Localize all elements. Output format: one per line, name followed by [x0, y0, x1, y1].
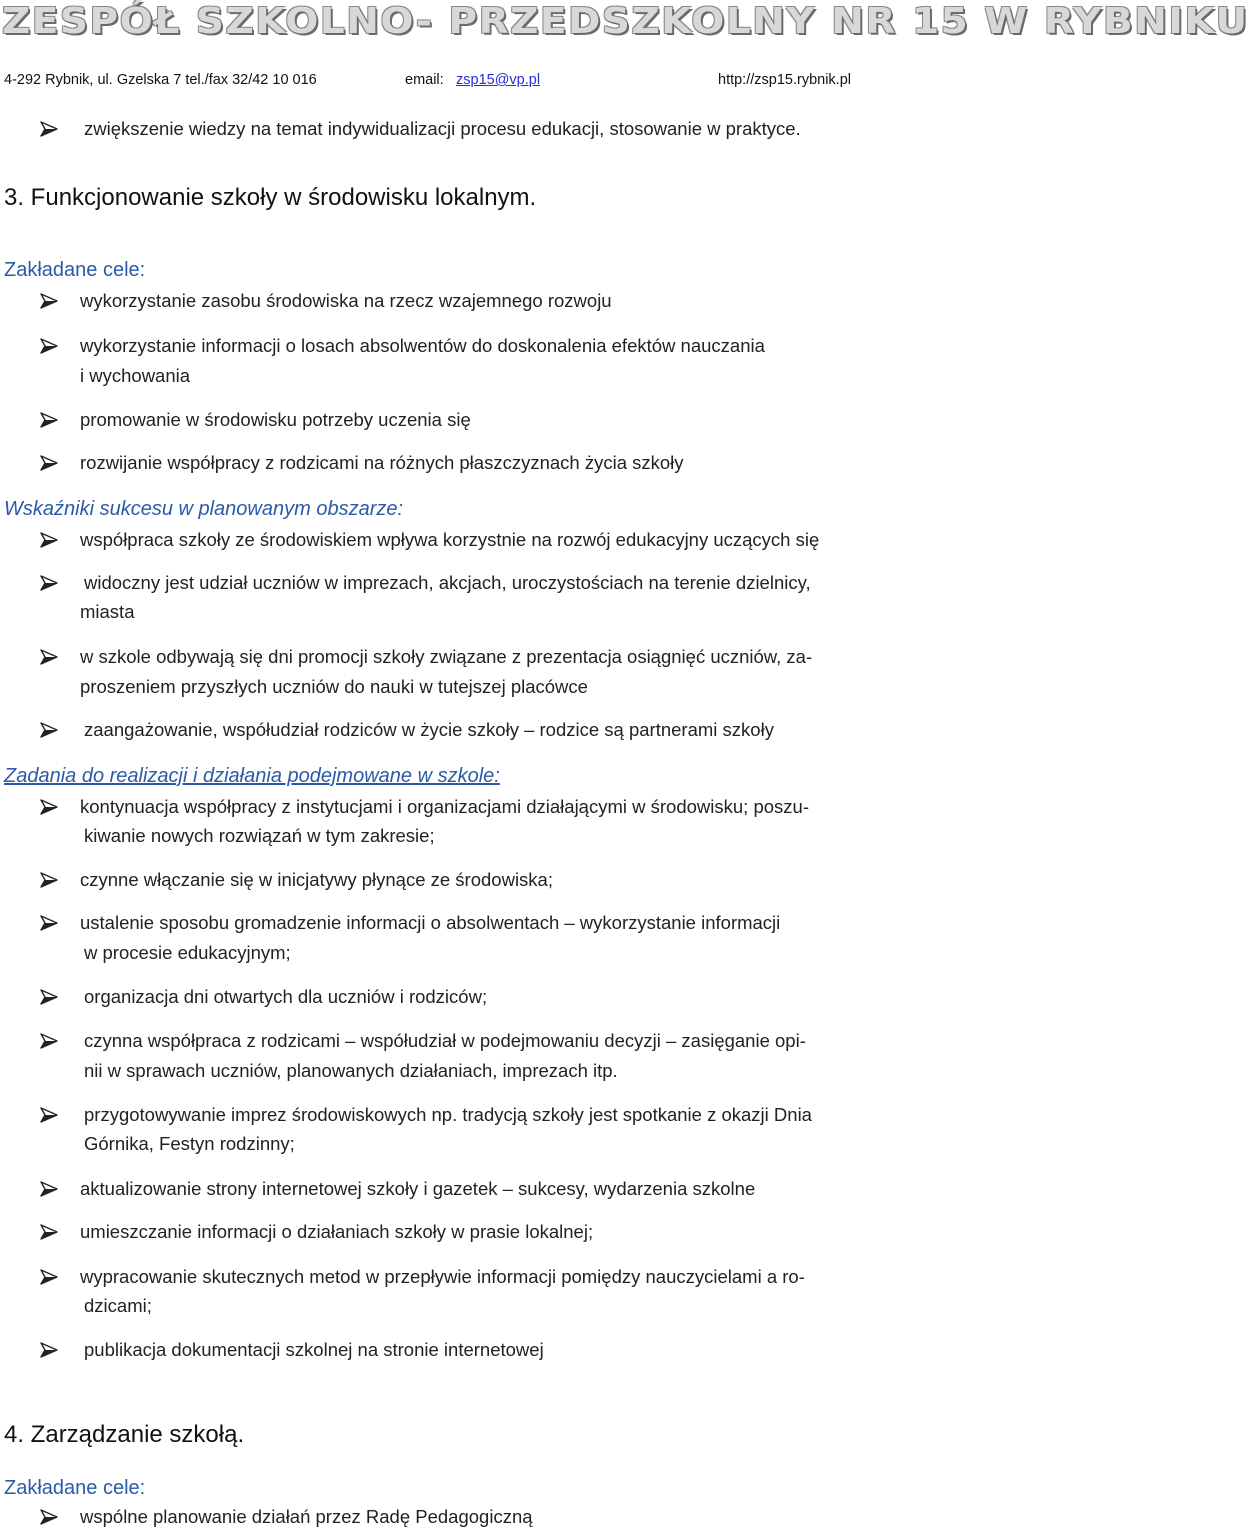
arrow-bullet-icon	[38, 719, 60, 741]
email-link[interactable]: zsp15@vp.pl	[456, 72, 541, 88]
arrow-bullet-icon	[38, 869, 60, 891]
task-item-continuation: nii w sprawach uczniów, planowanych działaniach, imprezach itp.	[84, 1060, 618, 1081]
task-item: umieszczanie informacji o działaniach szkoły w prasie lokalnej;	[80, 1221, 594, 1242]
arrow-bullet-icon	[38, 912, 60, 934]
task-item: aktualizowanie strony internetowej szkoły i gazetek – sukcesy, wydarzenia szkolne	[80, 1178, 756, 1199]
task-item: publikacja dokumentacji szkolnej na stronie internetowej	[84, 1339, 544, 1360]
section-3-goals-heading: Zakładane cele:	[4, 259, 146, 281]
indicator-item-continuation: proszeniem przyszłych uczniów do nauki w tutejszej placówce	[80, 676, 588, 697]
arrow-bullet-icon	[38, 335, 60, 357]
goal-item: promowanie w środowisku potrzeby uczenia się	[80, 409, 471, 430]
task-item: kontynuacja współpracy z instytucjami i organizacjami działającymi w środowisku; poszu-	[80, 796, 809, 817]
arrow-bullet-icon	[38, 1266, 60, 1288]
arrow-bullet-icon	[38, 409, 60, 431]
arrow-bullet-icon	[38, 452, 60, 474]
bullet-text: zwiększenie wiedzy na temat indywidualizacji procesu edukacji, stosowanie w praktyce.	[84, 118, 801, 139]
arrow-bullet-icon	[38, 572, 60, 594]
arrow-bullet-icon	[38, 1221, 60, 1243]
section-3-title: 3. Funkcjonowanie szkoły w środowisku lokalnym.	[4, 184, 537, 211]
task-item: wypracowanie skutecznych metod w przepływie informacji pomiędzy nauczycielami a ro-	[80, 1266, 805, 1287]
arrow-bullet-icon	[38, 290, 60, 312]
task-item-continuation: Górnika, Festyn rodzinny;	[84, 1133, 295, 1154]
section-4-goals-heading: Zakładane cele:	[4, 1477, 146, 1499]
goal-item: wspólne planowanie działań przez Radę Pedagogiczną	[80, 1506, 533, 1527]
task-item: przygotowywanie imprez środowiskowych np. tradycją szkoły jest spotkanie z okazji Dnia	[84, 1104, 812, 1125]
arrow-bullet-icon	[38, 1104, 60, 1126]
address-text: 4-292 Rybnik, ul. Gzelska 7 tel./fax 32/42 10 016	[4, 72, 317, 88]
arrow-bullet-icon	[38, 986, 60, 1008]
section-3-indicators-heading: Wskaźniki sukcesu w planowanym obszarze:	[4, 498, 404, 520]
arrow-bullet-icon	[38, 118, 60, 140]
goal-item: wykorzystanie informacji o losach absolwentów do doskonalenia efektów nauczania	[80, 335, 765, 356]
arrow-bullet-icon	[38, 646, 60, 668]
website-text: http://zsp15.rybnik.pl	[718, 72, 851, 88]
arrow-bullet-icon	[38, 1030, 60, 1052]
email-label: email:	[405, 72, 444, 88]
indicator-item: w szkole odbywają się dni promocji szkoły związane z prezentacja osiągnięć uczniów, za-	[80, 646, 813, 667]
contact-line	[0, 72, 960, 94]
task-item-continuation: kiwanie nowych rozwiązań w tym zakresie;	[84, 825, 435, 846]
indicator-item: zaangażowanie, współudział rodziców w życie szkoły – rodzice są partnerami szkoły	[84, 719, 774, 740]
section-3-tasks-heading: Zadania do realizacji i działania podejmowane w szkole:	[4, 765, 500, 787]
indicator-item: współpraca szkoły ze środowiskiem wpływa korzystnie na rozwój edukacyjny uczących się	[80, 529, 820, 550]
task-item: czynna współpraca z rodzicami – współudział w podejmowaniu decyzji – zasięganie opi-	[84, 1030, 806, 1051]
arrow-bullet-icon	[38, 529, 60, 551]
goal-item: rozwijanie współpracy z rodzicami na różnych płaszczyznach życia szkoły	[80, 452, 684, 473]
task-item-continuation: dzicami;	[84, 1295, 152, 1316]
task-item: ustalenie sposobu gromadzenie informacji o absolwentach – wykorzystanie informacji	[80, 912, 781, 933]
arrow-bullet-icon	[38, 1506, 60, 1528]
arrow-bullet-icon	[38, 1178, 60, 1200]
arrow-bullet-icon	[38, 1339, 60, 1361]
task-item: czynne włączanie się w inicjatywy płynące ze środowiska;	[80, 869, 553, 890]
goal-item-continuation: i wychowania	[80, 365, 191, 386]
indicator-item-continuation: miasta	[80, 601, 135, 622]
task-item-continuation: w procesie edukacyjnym;	[84, 942, 291, 963]
indicator-item: widoczny jest udział uczniów w imprezach, akcjach, uroczystościach na terenie dzielnicy,	[84, 572, 811, 593]
task-item: organizacja dni otwartych dla uczniów i rodziców;	[84, 986, 488, 1007]
school-banner-title: ZESPÓŁ SZKOLNO- PRZEDSZKOLNY NR 15 W RYBNIKU	[2, 0, 1249, 43]
section-4-title: 4. Zarządzanie szkołą.	[4, 1421, 245, 1448]
arrow-bullet-icon	[38, 796, 60, 818]
goal-item: wykorzystanie zasobu środowiska na rzecz wzajemnego rozwoju	[80, 290, 612, 311]
